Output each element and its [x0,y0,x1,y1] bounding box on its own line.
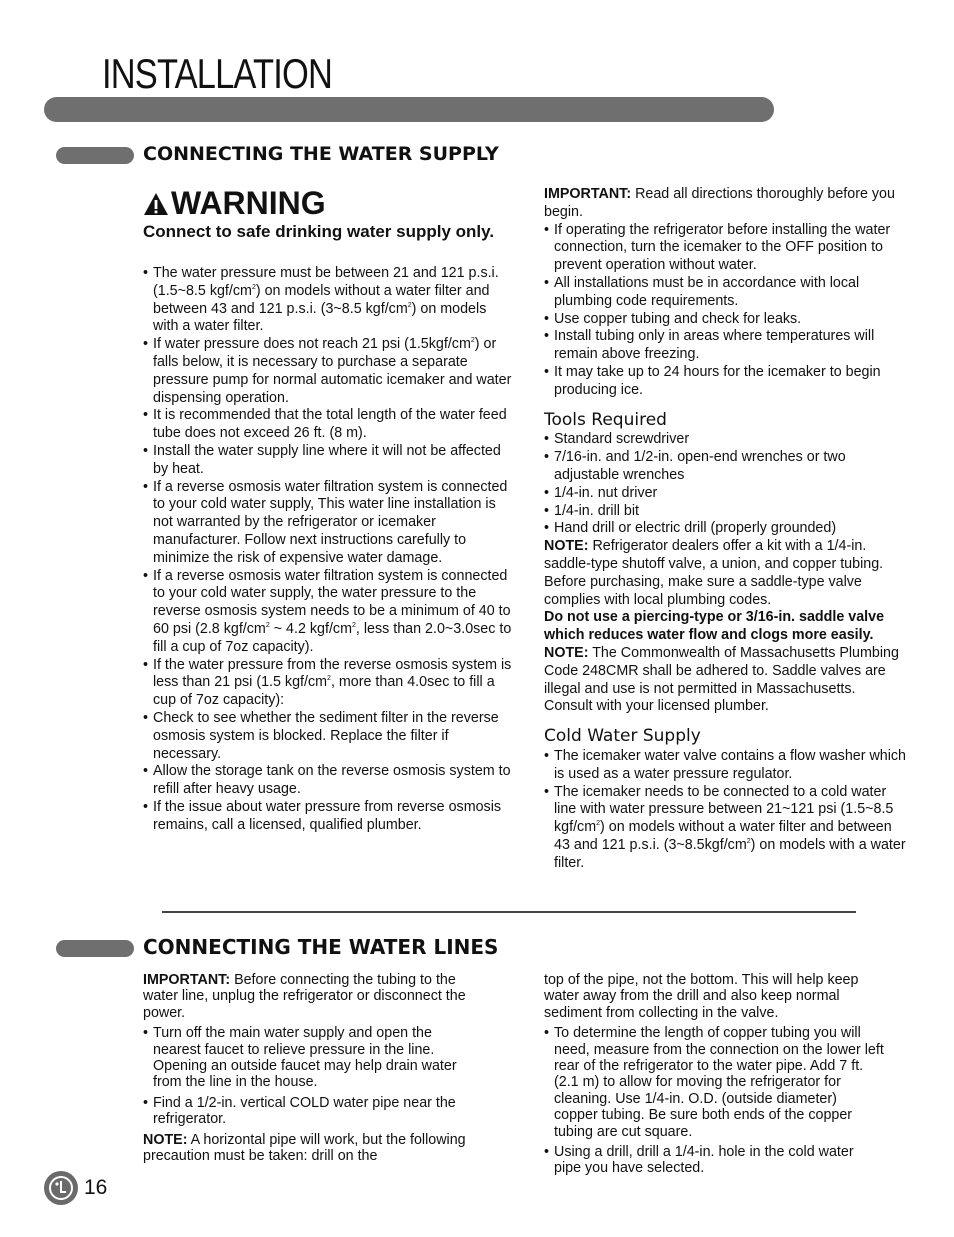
title-bar [44,97,774,122]
warning-subheading: Connect to safe drinking water supply only. [143,222,495,241]
page-title: INSTALLATION [102,50,333,97]
list-item: • Hand drill or electric drill (properly grounded) [544,520,906,538]
list-item: • The water pressure must be between 21 and 121 p.s.i. (1.5~8.5 kgf/$cm^2$) on models without a water filter and between 43 and 121 p.s.i. (3~8.5 kgf/$cm^2$) on models with a water filter. [143,265,513,336]
list-item: • Standard screwdriver [544,431,906,449]
tools-list [544,431,906,538]
instructions-column [544,186,906,872]
list-item: • If water pressure does not reach 21 psi $(1.5kgf/cm^2)$ or falls below, it is necessary to purchase a separate pressure pump for normal automatic icemaker and water dispensing operation. [143,336,513,407]
page-number: 16 [84,1176,108,1199]
cold-water-heading: Cold Water Supply [544,726,701,747]
note-massachusetts: NOTE: The Commonwealth of Massachusetts Plumbing Code 248CMR shall be adhered to. Saddle valves are illegal and use is not permitted in Massachusetts. Consult with your licensed plumber. [544,644,899,715]
list-item: • To determine the length of copper tubing you will need, measure from the connection on the lower left rear of the refrigerator to the water pipe. Add 7 ft. (2.1 m) to allow for moving the refrigerator for cleaning. Use 1/4-in. O.D. (outside diameter) copper tubing. Be sure both ends of the copper tubing are cut square. [544,1025,884,1140]
warning-list-column [143,265,513,835]
list-item: • The icemaker needs to be connected to a cold water line with water pressure between 21~121 psi (1.5~8.5 kgf/$cm^2$) on models without a water filter and between 43 and 121 p.s.i. $(3\sim 8.5kgf/cm^2)$ on models with a water filter. [544,784,906,873]
list-item: • Check to see whether the sediment filter in the reverse osmosis system is blocked. Replace the filter if necessary. [143,710,513,763]
piercing-valve-warning: Do not use a piercing-type or 3/16-in. saddle valve which reduces water flow and clogs more easily. [544,609,885,644]
note-horizontal-pipe: NOTE: A horizontal pipe will work, but the following precaution must be taken: drill on the [143,1131,466,1165]
list-item: • If operating the refrigerator before installing the water connection, turn the icemaker to the OFF position to prevent operation without water. [544,222,906,275]
lg-logo [44,1171,78,1205]
list-item: • Allow the storage tank on the reverse osmosis system to refill after heavy usage. [143,763,513,799]
continued-text: top of the pipe, not the bottom. This will help keep water away from the drill and also keep normal sediment from collecting in the valve. [544,972,859,1021]
important-note: IMPORTANT: Read all directions thoroughly before you begin. [544,186,895,220]
warning-label: WARNING [171,185,326,221]
water-lines-left-column [143,972,473,1168]
section-marker [56,147,134,164]
tools-heading: Tools Required [544,409,667,430]
lg-face-icon [48,1175,74,1201]
important-list [544,222,906,400]
warning-heading [143,185,326,222]
list-item: • If the water pressure from the reverse osmosis system is less than 21 psi (1.5 kgf/$cm^2$, more than 4.0sec to fill a cup of 7oz capacity): [143,657,513,710]
warning-triangle-icon [143,191,169,217]
list-item: • 1/4-in. nut driver [544,485,906,503]
water-lines-list [143,1025,473,1127]
list-item: • If a reverse osmosis water filtration system is connected to your cold water supply, This water line installation is not warranted by the refrigerator or icemaker manufacturer. Follow next instructions carefully to minimize the risk of expensive water damage. [143,479,513,568]
list-item: • All installations must be in accordance with local plumbing code requirements. [544,275,906,311]
list-item: • Install the water supply line where it will not be affected by heat. [143,443,513,479]
section-marker [56,940,134,957]
water-lines-list [544,1025,884,1177]
water-lines-right-column [544,972,884,1181]
cold-water-list [544,748,906,873]
list-item: • It is recommended that the total length of the water feed tube does not exceed 26 ft. (8 m). [143,407,513,443]
list-item: • It may take up to 24 hours for the icemaker to begin producing ice. [544,364,906,400]
list-item: • Use copper tubing and check for leaks. [544,311,906,329]
list-item: • 1/4-in. drill bit [544,503,906,521]
list-item: • Install tubing only in areas where temperatures will remain above freezing. [544,328,906,364]
list-item: • Turn off the main water supply and open the nearest faucet to relieve pressure in the line. Opening an outside faucet may help drain water from the line in the house. [143,1025,473,1091]
section-heading-water-lines: CONNECTING THE WATER LINES [143,935,499,959]
list-item: • 7/16-in. and 1/2-in. open-end wrenches or two adjustable wrenches [544,449,906,485]
important-note: IMPORTANT: Before connecting the tubing to the water line, unplug the refrigerator or disconnect the power. [143,972,466,1021]
list-item: • If a reverse osmosis water filtration system is connected to your cold water supply, the water pressure to the reverse osmosis system needs to be a minimum of 40 to 60 psi (2.8 kgf/$cm^2$ ~ 4.2 kgf/$cm^2$, less than 2.0~3.0sec to fill a cup of 7oz capacity). [143,568,513,657]
list-item: • Find a 1/2-in. vertical COLD water pipe near the refrigerator. [143,1095,473,1128]
section-heading-water-supply: CONNECTING THE WATER SUPPLY [143,143,499,165]
list-item: • Using a drill, drill a 1/4-in. hole in the cold water pipe you have selected. [544,1144,884,1177]
list-item: • The icemaker water valve contains a flow washer which is used as a water pressure regulator. [544,748,906,784]
list-item: • If the issue about water pressure from reverse osmosis remains, call a licensed, qualified plumber. [143,799,513,835]
note-kit: NOTE: Refrigerator dealers offer a kit with a 1/4-in. saddle-type shutoff valve, a union, and copper tubing. Before purchasing, make sure a saddle-type valve complies with local plumbing codes. [544,538,884,608]
section-divider [162,911,856,913]
warning-list [143,265,513,835]
